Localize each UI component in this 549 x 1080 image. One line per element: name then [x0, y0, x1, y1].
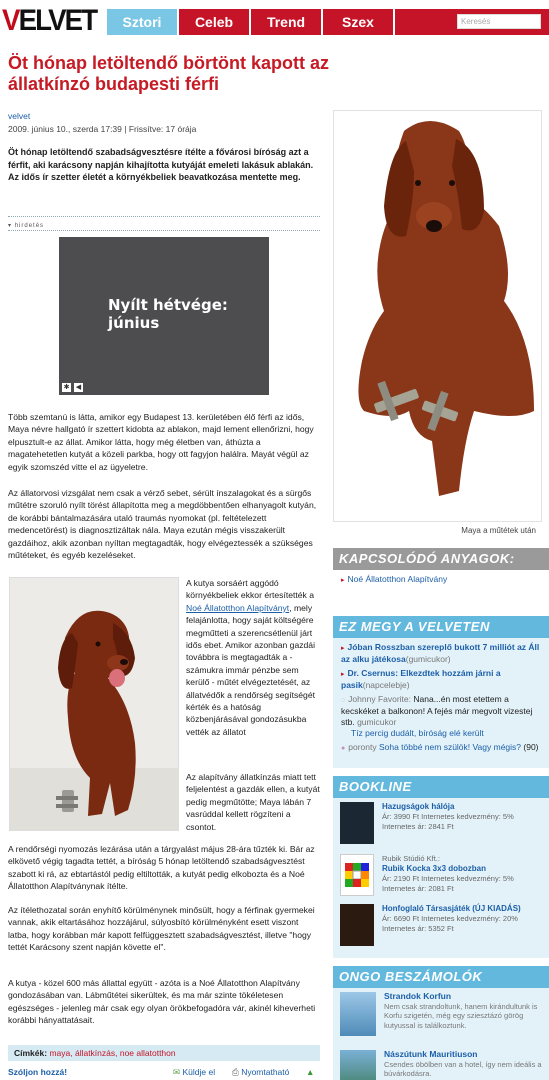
baby-icon: ● — [341, 745, 346, 752]
paragraph-6: Az ítélethozatal során enyhítő körülménynek minősült, hogy a férfinak gyermekei vannak, akik eltartásához hozzájárul, súlyosbító körülményként esett viszont latba, hogy korábban már kapott felfüggesztett szabadságvesztést, illetve "hogy tettét Karácsony szent napján követte el". — [8, 905, 315, 953]
more-title: Jóban Rosszban szereplő bukott 7 milliót az Áll az alku játékosa — [341, 642, 540, 664]
related-panel — [333, 570, 549, 608]
list-item[interactable] — [341, 742, 541, 754]
ad-label-text: hirdetés — [14, 223, 45, 229]
book-net-price: Internetes ár: 5352 Ft — [382, 924, 454, 933]
ad-text — [108, 296, 228, 332]
ongo-desc: Nem csak strandoltunk, hanem kirándultunk is Korfu szigetén, még egy sziesztázó görög kutyussal is találkoztunk. — [384, 1001, 538, 1030]
book-text — [382, 904, 542, 934]
more-sub[interactable]: Tíz percig dudált, bíróság elé került — [351, 728, 484, 738]
comment-link[interactable]: Szóljon hozzá! — [8, 1067, 68, 1077]
ad-controls — [62, 383, 83, 392]
logo-rest: ELVET — [18, 4, 97, 37]
ongo-title: Strandok Korfun — [384, 991, 452, 1001]
paragraph-3 — [186, 577, 322, 738]
author-link[interactable]: velvet — [8, 111, 31, 121]
paragraph-5: A rendőrségi nyomozás lezárása után a tárgyalást május 28-ára tűzték ki. Bár az elkövető végig tagadta tettét, a bíróság 5 hónap letöltendő szabadságvesztést szabott ki rá, az ebtartástól pedig eltiltották, a kutyát pedig elkobozta és a Noé Állatotthon Alapítványnak ítélte. — [8, 844, 315, 892]
tags-label: Címkék: — [14, 1048, 48, 1058]
tags-bar — [8, 1045, 320, 1061]
dog-lying-illustration — [334, 111, 542, 522]
ongo-heading: ONGO BESZÁMOLÓK — [333, 966, 549, 988]
related-item-label: Noé Állatotthon Alapítvány — [347, 574, 448, 584]
more-src: gumicukor — [354, 717, 397, 727]
book-net-price: Internetes ár: 2081 Ft — [382, 884, 454, 893]
book-price: Ár: 6690 Ft Internetes kedvezmény: 20% — [382, 914, 518, 923]
send-label: Küldje el — [182, 1067, 216, 1077]
ongo-panel — [333, 988, 549, 1080]
list-item[interactable] — [341, 668, 541, 691]
comment-icon: ◌ — [341, 697, 346, 704]
dog-photo-lying — [333, 110, 542, 522]
more-pre: Johnny Favorite: — [348, 694, 414, 704]
tab-sztori[interactable]: Sztori — [107, 9, 177, 35]
header — [0, 0, 549, 42]
arrow-icon: ▸ — [341, 671, 345, 678]
rubik-cube-graphic — [341, 855, 373, 895]
send-link[interactable] — [173, 1065, 215, 1079]
noe-foundation-link[interactable]: Noé Állatotthon Alapítványt — [186, 602, 290, 613]
p3-before: A kutya sorsáért aggódó környékbeliek ekkor értesítették a — [186, 578, 315, 601]
more-src: (gumicukor) — [405, 654, 451, 664]
bookline-panel — [333, 798, 549, 958]
ad-sound-icon[interactable]: ◀ — [75, 384, 82, 391]
dateline: 2009. június 10., szerda 17:39 | Frissítve: 17 órája — [8, 124, 197, 134]
print-label: Nyomtatható — [241, 1067, 290, 1077]
tab-szex[interactable]: Szex — [323, 9, 393, 35]
related-heading: KAPCSOLÓDÓ ANYAGOK: — [333, 548, 549, 570]
ongo-thumb — [340, 992, 376, 1036]
tab-celeb[interactable]: Celeb — [179, 9, 249, 35]
more-text: Nana...én most etettem a kecskéket a balkonon! A fejés már megvolt vizestej stb. — [341, 694, 533, 727]
bookline-heading: BOOKLINE — [333, 776, 549, 798]
tab-trend[interactable]: Trend — [251, 9, 321, 35]
site-logo[interactable]: VELVET — [2, 4, 97, 37]
article-lead: Öt hónap letöltendő szabadságvesztésre ítélte a fővárosi bíróság azt a férfit, aki karácsony napján kihajította kutyáját emeleti lakásuk ablakán. Az idős ír szetter életét a környékbeliek beavatkozása mentette meg. — [8, 147, 314, 183]
dog-sitting-illustration — [10, 578, 179, 831]
ongo-thumb — [340, 1050, 376, 1080]
ongo-item[interactable] — [340, 1050, 545, 1080]
ongo-text — [384, 992, 546, 1030]
up-arrow-icon[interactable]: ▲ — [306, 1067, 315, 1077]
ongo-desc: Csendes öbölben van a hotel, így nem ideális a búvárkodásra. — [384, 1059, 542, 1079]
book-text — [382, 802, 542, 832]
more-heading: EZ MEGY A VELVETEN — [333, 616, 549, 638]
book-price: Ár: 3990 Ft Internetes kedvezmény: 5% — [382, 812, 514, 821]
article-actions — [8, 1065, 320, 1079]
ad-line1: Nyílt hétvége: — [108, 296, 228, 314]
book-cover — [340, 904, 374, 946]
arrow-icon: ▸ — [341, 645, 345, 652]
arrow-icon: ▸ — [341, 577, 345, 584]
ad-line2: június — [108, 314, 160, 332]
more-src: (napcelebje) — [362, 680, 410, 690]
book-title: Hazugságok hálója — [382, 802, 455, 811]
book-text — [382, 854, 542, 894]
book-item[interactable] — [340, 904, 540, 946]
ad-settings-icon[interactable]: ✱ — [63, 384, 70, 391]
paragraph-4: Az alapítvány állatkínzás miatt tett feljelentést a gazdák ellen, a kutyát pedig megműtötte; Maya lábán 7 vasrúddal kellett rögzíteni a csontot. — [186, 772, 320, 832]
ongo-text — [384, 1050, 546, 1079]
divider — [8, 230, 320, 231]
paragraph-7: A kutya - közel 600 más állattal együtt - azóta is a Noé Állatotthon Alapítvány gondozásában van. Lábműtétei sikerültek, és ma már szinte tökéletesen egészséges - jelenleg már csak egy olyan örökbefogadóra vár, akinél kiheverheti korábbi hányattatásait. — [8, 978, 316, 1026]
search-input[interactable]: Keresés — [457, 14, 541, 29]
book-price: Ár: 2190 Ft Internetes kedvezmény: 5% — [382, 874, 514, 883]
divider — [8, 216, 320, 217]
related-item[interactable] — [341, 574, 447, 586]
more-pre: poronty — [348, 742, 379, 752]
book-title: Rubik Kocka 3x3 dobozban — [382, 864, 487, 873]
more-title: Soha többé nem szülök! Vagy mégis? — [378, 742, 522, 752]
ad-banner[interactable] — [59, 237, 269, 395]
book-item[interactable] — [340, 854, 540, 896]
more-title: Dr. Csernus: Elkezdtek hozzám járni a pasik — [341, 668, 501, 690]
photo-caption: Maya a műtétek után — [461, 526, 536, 535]
paragraph-2: Az állatorvosi vizsgálat nem csak a vérző sebet, sérült ínszalagokat és a sürgős műtétre szoruló nyílt törést állapította meg a megdöbbentően elhanyagolt kutyán, de korábbi bántalmazására utaló traumás nyomokat (pl. feltételezett medencetörést) is diagnosztizáltak nála. Maya ezután mégis visszakerült gazdáihoz, akik azonban nyíltan megtagadták, hogy elvégeztessék a szükséges műtéteket, és egyéb kezeléseket. — [8, 488, 317, 561]
book-cover — [340, 802, 374, 844]
more-src: (90) — [521, 742, 539, 752]
envelope-icon: ✉ — [173, 1067, 181, 1077]
more-panel — [333, 638, 549, 768]
book-publisher: Rubik Stúdió Kft.: — [382, 854, 440, 863]
ongo-title: Nászútunk Mauritiuson — [384, 1049, 478, 1059]
main-nav — [107, 9, 395, 35]
book-title: Honfoglaló Társasjáték (ÚJ KIADÁS) — [382, 904, 521, 913]
book-net-price: Internetes ár: 2841 Ft — [382, 822, 454, 831]
ongo-item[interactable] — [340, 992, 545, 1040]
printer-icon: ⎙ — [232, 1067, 239, 1077]
book-item[interactable] — [340, 802, 540, 844]
dog-photo-sitting — [9, 577, 179, 831]
ad-label: ▾ hirdetés — [8, 223, 45, 229]
paragraph-1: Több szemtanú is látta, amikor egy Budapest 13. kerületében élő férfi az idős, Maya névre hallgató ír szettert kidobta az ablakon, majd lement ellenőrizni, hogy elpusztult-e az állat. Amikor látta, hogy még életben van, áthúzta a magatehetetlen kutyát a közeli parkba, hogy ott fagyjon halálra. Mayát végül az egyik szomszéd vitte el az ügyeletre. — [8, 412, 314, 472]
list-item[interactable] — [341, 642, 541, 665]
article-title: Öt hónap letöltendő börtönt kapott az állatkínzó budapesti férfi — [8, 53, 329, 94]
rubik-cube-icon — [340, 854, 374, 896]
p3-after: , mely felajánlotta, hogy saját költségére megműtteti a szerencsétlenül járt idős ebet. Amikor azonban gazdái továbbra is megtagadták a - számukra immár pénzbe sem kerülő - műtét elvégeztetését, az állatvédők a rendőrség segítségét kérték és a hatóság közbenjárásával gondozásukba vették az állatot — [186, 602, 315, 737]
list-item[interactable] — [341, 694, 541, 739]
print-link[interactable] — [232, 1065, 289, 1079]
tag-links[interactable]: maya, állatkínzás, noe allatotthon — [49, 1048, 176, 1058]
